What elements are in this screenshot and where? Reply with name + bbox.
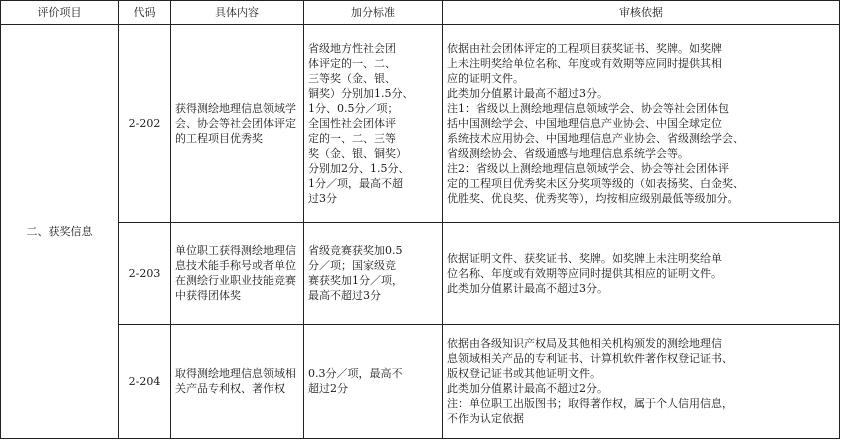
basis-line: 此类加分值累计最高不超过3分。	[447, 281, 608, 295]
code-cell: 2-202	[119, 25, 171, 223]
code-cell: 2-203	[119, 222, 171, 324]
basis-line: 依据由各级知识产权局及其他相关机构颁发的测绘地理信	[447, 337, 722, 351]
basis-line: 不作为认定依据	[447, 412, 524, 426]
table-row	[1, 324, 840, 438]
basis-line: 息领域相关产品的专利证书、计算机软件著作权登记证书、	[447, 352, 733, 366]
header-code: 代码	[119, 1, 171, 25]
score-line: 1分、0.5分／项；	[308, 101, 399, 115]
score-line: 省级竞赛获奖加0.5	[308, 244, 403, 258]
score-cell	[304, 222, 443, 324]
basis-line: 上未注明奖给单位名称、年度或有效期等应同时提供其相	[447, 56, 722, 70]
score-line: 三等奖（金、银、	[308, 71, 396, 85]
table-row	[1, 222, 840, 324]
basis-line: 应的证明文件。	[447, 71, 524, 85]
score-line: 最高不超过3分	[308, 289, 381, 303]
score-cell	[304, 324, 443, 438]
basis-line: 依据由社会团体评定的工程项目获奖证书、奖牌。如奖牌	[447, 41, 722, 55]
score-line: 过3分	[308, 191, 337, 205]
score-cell	[304, 25, 443, 223]
score-line: 分／项；国家级竞	[308, 259, 396, 273]
basis-line: 位名称、年度或有效期等应同时提供其相应的证明文件。	[447, 266, 722, 280]
table-row	[1, 25, 840, 223]
basis-line: 括中国测绘学会、中国地理信息产业协会、中国全球定位	[447, 116, 722, 130]
content-text: 获得测绘地理信息领域学会、协会等社会团体评定的工程项目优秀奖	[175, 101, 296, 145]
content-text: 取得测绘地理信息领域相关产品专利权、著作权	[175, 367, 296, 396]
score-line: 铜奖）分别加1.5分、	[308, 86, 414, 100]
content-cell	[171, 324, 304, 438]
content-text: 单位职工获得测绘地理信息技术能手称号或者单位在测绘行业职业技能竞赛中获得团体奖	[175, 244, 296, 303]
basis-line: 注2：省级以上测绘地理信息领域学会、协会等社会团体评	[447, 161, 729, 175]
basis-line: 省级测绘协会、省级通感与地理信息系统学会等。	[447, 146, 689, 160]
header-score: 加分标准	[304, 1, 443, 25]
basis-cell	[443, 324, 840, 438]
score-line: 全国性社会团体评	[308, 116, 396, 130]
category-cell: 二、获奖信息	[1, 25, 119, 439]
score-line: 0.3分／项，最高不	[308, 367, 403, 381]
basis-line: 注：单位职工出版图书；取得著作权，属于个人信用信息，	[447, 397, 733, 411]
content-cell	[171, 222, 304, 324]
score-line: 定的一、二、三等	[308, 131, 396, 145]
score-line: 奖（金、银、铜奖）	[308, 146, 407, 160]
basis-line: 此类加分值累计最高不超过2分。	[447, 382, 608, 396]
basis-line: 定的工程项目优秀奖未区分奖项等级的（如表扬奖、白金奖、	[447, 176, 744, 190]
code-cell: 2-204	[119, 324, 171, 438]
score-line: 超过2分	[308, 382, 348, 396]
score-line: 1分／项，最高不超	[308, 176, 403, 190]
basis-cell	[443, 222, 840, 324]
header-content: 具体内容	[171, 1, 304, 25]
header-category: 评价项目	[1, 1, 119, 25]
basis-line: 系统技术应用协会、中国地理信息产业协会、省级测绘学会、	[447, 131, 744, 145]
basis-line: 注1：省级以上测绘地理信息领域学会、协会等社会团体包	[447, 101, 729, 115]
score-line: 省级地方性社会团	[308, 41, 396, 55]
score-line: 体评定的一、二、	[308, 56, 396, 70]
basis-line: 优胜奖、优良奖、优秀奖等），均按相应级别最低等级加分。	[447, 191, 739, 205]
content-cell	[171, 25, 304, 223]
basis-cell	[443, 25, 840, 223]
score-line: 分别加2分、1.5分、	[308, 161, 410, 175]
header-row	[1, 1, 840, 25]
header-basis: 审核依据	[443, 1, 840, 25]
score-line: 赛获奖加1分／项，	[308, 274, 403, 288]
basis-line: 版权登记证书或其他证明文件。	[447, 367, 601, 381]
basis-line: 此类加分值累计最高不超过3分。	[447, 86, 608, 100]
basis-line: 依据证明文件、获奖证书、奖牌。如奖牌上未注明奖给单	[447, 251, 722, 265]
